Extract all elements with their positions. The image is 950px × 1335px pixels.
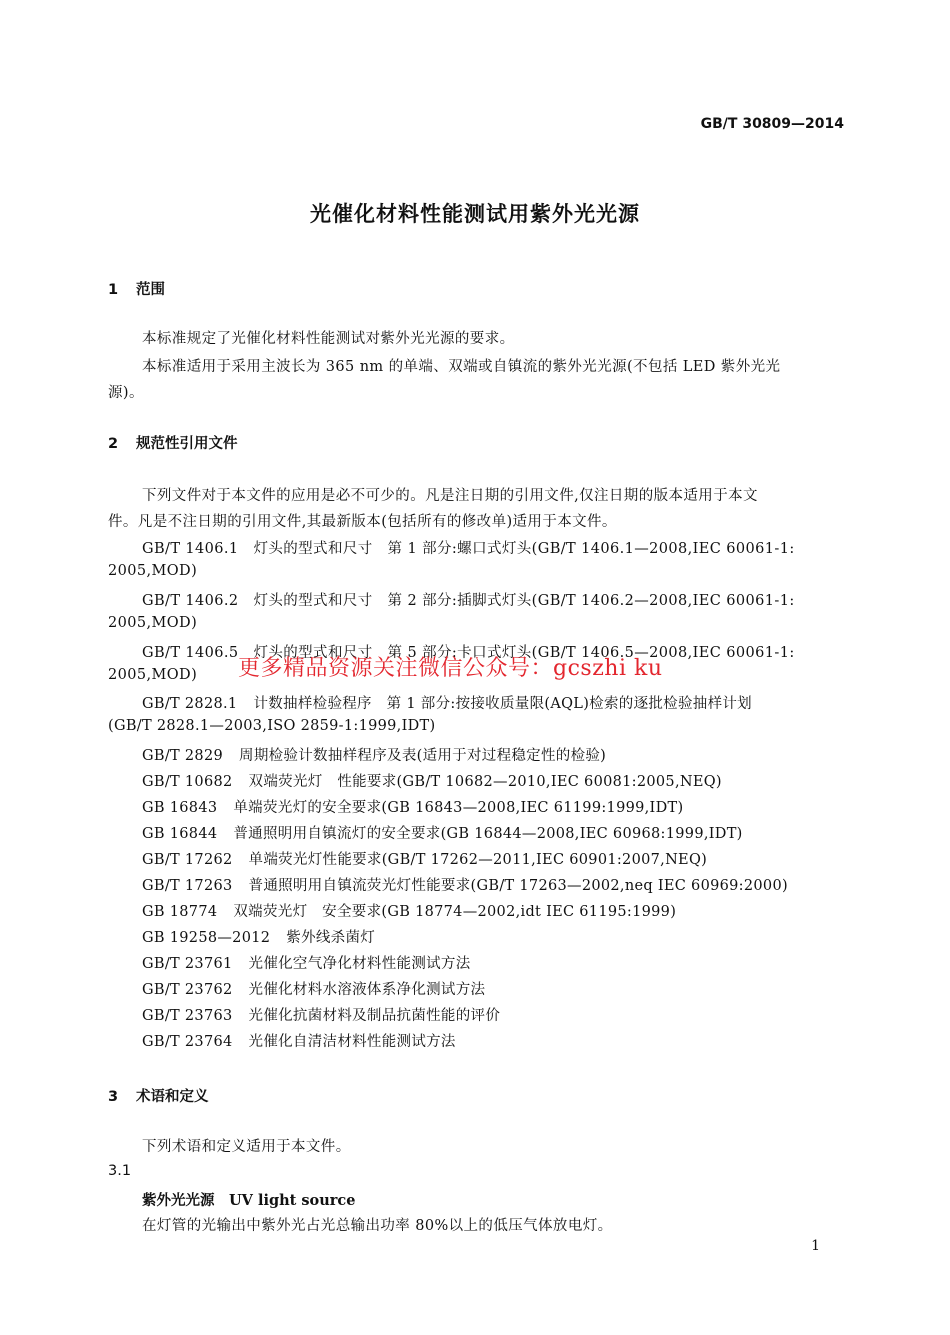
reference-entry: GB/T 1406.1 灯头的型式和尺寸 第 1 部分:螺口式灯头(GB/T 1406.1—2008,IEC 60061-1: bbox=[142, 541, 795, 557]
reference-entry bbox=[142, 1030, 788, 1056]
reference-code: GB 18774 bbox=[142, 904, 218, 920]
reference-title: 周期检验计数抽样程序及表(适用于对过程稳定性的检验) bbox=[239, 748, 607, 764]
reference-title: (GB/T 2828.1—2003,ISO 2859-1:1999,IDT) bbox=[108, 718, 436, 734]
reference-entry bbox=[142, 692, 788, 718]
section-1-heading bbox=[108, 278, 165, 299]
document-title: 光催化材料性能测试用紫外光光源 bbox=[310, 202, 640, 226]
reference-entry bbox=[142, 1004, 788, 1030]
reference-title: 光催化材料水溶液体系净化测试方法 bbox=[248, 982, 486, 998]
references-intro-cont: 件。凡是不注日期的引用文件,其最新版本(包括所有的修改单)适用于本文件。 bbox=[108, 514, 617, 530]
reference-code: GB/T 23762 bbox=[142, 982, 233, 998]
reference-title: 普通照明用自镇流荧光灯性能要求(GB/T 17263—2002,neq IEC 60969:2000) bbox=[248, 878, 788, 894]
reference-entry bbox=[142, 770, 788, 796]
section-number: 3 bbox=[108, 1089, 119, 1105]
scope-paragraph-1: 本标准规定了光催化材料性能测试对紫外光光源的要求。 bbox=[142, 331, 515, 347]
standard-number: GB/T 30809—2014 bbox=[700, 116, 844, 132]
reference-code: GB/T 17263 bbox=[142, 878, 233, 894]
reference-entry bbox=[142, 900, 788, 926]
reference-title: 单端荧光灯性能要求(GB/T 17262—2011,IEC 60901:2007,NEQ) bbox=[248, 852, 708, 868]
watermark-text: 更多精品资源关注微信公众号：gcszhi ku bbox=[238, 656, 663, 681]
term-name: 紫外光光源 UV light source bbox=[142, 1192, 356, 1209]
reference-title: 紫外线杀菌灯 bbox=[286, 930, 376, 946]
reference-title: 光催化自清洁材料性能测试方法 bbox=[248, 1034, 456, 1050]
reference-list bbox=[108, 692, 788, 1056]
reference-title: 双端荧光灯 性能要求(GB/T 10682—2010,IEC 60081:2005,NEQ) bbox=[248, 774, 722, 790]
reference-code: GB 16844 bbox=[142, 826, 218, 842]
reference-entry bbox=[142, 848, 788, 874]
section-2-heading bbox=[108, 432, 238, 453]
term-number: 3.1 bbox=[108, 1163, 132, 1179]
reference-title: 光催化抗菌材料及制品抗菌性能的评价 bbox=[248, 1008, 501, 1024]
reference-code: GB/T 23761 bbox=[142, 956, 233, 972]
section-3-heading bbox=[108, 1085, 209, 1106]
reference-code: GB 16843 bbox=[142, 800, 218, 816]
reference-title: 普通照明用自镇流灯的安全要求(GB 16844—2008,IEC 60968:1999,IDT) bbox=[233, 826, 743, 842]
section-title: 术语和定义 bbox=[136, 1089, 209, 1105]
reference-code: GB/T 2828.1 bbox=[142, 696, 238, 712]
reference-code: GB/T 10682 bbox=[142, 774, 233, 790]
reference-entry bbox=[142, 926, 788, 952]
reference-entry-cont bbox=[108, 718, 788, 744]
reference-entry bbox=[142, 978, 788, 1004]
reference-title: 双端荧光灯 安全要求(GB 18774—2002,idt IEC 61195:1999) bbox=[233, 904, 677, 920]
reference-title: 光催化空气净化材料性能测试方法 bbox=[248, 956, 471, 972]
term-definition: 在灯管的光输出中紫外光占光总输出功率 80%以上的低压气体放电灯。 bbox=[142, 1218, 613, 1234]
references-intro: 下列文件对于本文件的应用是必不可少的。凡是注日期的引用文件,仅注日期的版本适用于本文 bbox=[142, 488, 758, 504]
reference-entry-cont: 2005,MOD) bbox=[108, 563, 198, 579]
reference-entry: GB/T 1406.5 灯头的型式和尺寸 第 5 部分:卡口式灯头(GB/T 1406.5—2008,IEC 60061-1: bbox=[142, 645, 795, 661]
section-number: 2 bbox=[108, 436, 119, 452]
reference-title: 单端荧光灯的安全要求(GB 16843—2008,IEC 61199:1999,IDT) bbox=[233, 800, 684, 816]
reference-entry: GB/T 1406.2 灯头的型式和尺寸 第 2 部分:插脚式灯头(GB/T 1406.2—2008,IEC 60061-1: bbox=[142, 593, 795, 609]
reference-entry bbox=[142, 874, 788, 900]
reference-code: GB/T 2829 bbox=[142, 748, 224, 764]
section-title: 规范性引用文件 bbox=[136, 436, 238, 452]
reference-entry bbox=[142, 952, 788, 978]
reference-entry bbox=[142, 744, 788, 770]
reference-entry bbox=[142, 822, 788, 848]
section-title: 范围 bbox=[136, 282, 165, 298]
page-number: 1 bbox=[811, 1238, 820, 1254]
reference-code: GB/T 23763 bbox=[142, 1008, 233, 1024]
reference-code: GB 19258—2012 bbox=[142, 930, 271, 946]
section-number: 1 bbox=[108, 282, 119, 298]
reference-code: GB/T 17262 bbox=[142, 852, 233, 868]
reference-title: 计数抽样检验程序 第 1 部分:按接收质量限(AQL)检索的逐批检验抽样计划 bbox=[253, 696, 752, 712]
scope-paragraph-2-cont: 源)。 bbox=[108, 385, 144, 401]
reference-entry bbox=[142, 796, 788, 822]
reference-entry-cont: 2005,MOD) bbox=[108, 667, 198, 683]
scope-paragraph-2: 本标准适用于采用主波长为 365 nm 的单端、双端或自镇流的紫外光光源(不包括 LED 紫外光光 bbox=[142, 359, 781, 375]
terms-intro: 下列术语和定义适用于本文件。 bbox=[142, 1139, 351, 1155]
reference-entry-cont: 2005,MOD) bbox=[108, 615, 198, 631]
reference-code: GB/T 23764 bbox=[142, 1034, 233, 1050]
